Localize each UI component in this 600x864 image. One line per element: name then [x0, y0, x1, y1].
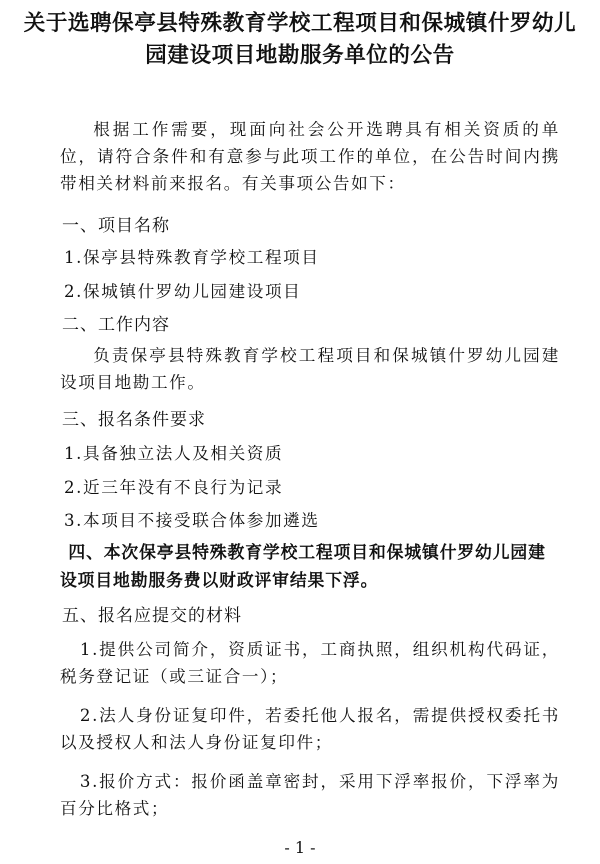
section5-heading: 五、报名应提交的材料	[62, 606, 242, 626]
intro-paragraph: 根据工作需要，现面向社会公开选聘具有相关资质的单位，请符合条件和有意参与此项工作的单位，在公告时间内携带相关材料前来报名。有关事项公告如下：	[60, 120, 560, 193]
section5-item-3: 3.报价方式：报价函盖章密封，采用下浮率报价，下浮率为百分比格式；	[60, 772, 560, 818]
page-number: - 1 -	[284, 838, 316, 857]
document-title: 关于选聘保亭县特殊教育学校工程项目和保城镇什罗幼儿园建设项目地勘服务单位的公告	[23, 11, 577, 68]
section4-paragraph: 四、本次保亭县特殊教育学校工程项目和保城镇什罗幼儿园建设项目地勘服务费以财政评审结果下浮。	[60, 542, 546, 590]
section2-body: 负责保亭县特殊教育学校工程项目和保城镇什罗幼儿园建设项目地勘工作。	[60, 346, 560, 392]
section3-item-1: 1.具备独立法人及相关资质	[64, 444, 284, 463]
section5-item-1: 1.提供公司简介，资质证书，工商执照，组织机构代码证，税务登记证（或三证合一）；	[60, 640, 560, 686]
section2-heading: 二、工作内容	[62, 315, 170, 335]
section1-heading: 一、项目名称	[62, 216, 170, 236]
section3-item-2: 2.近三年没有不良行为记录	[64, 478, 284, 497]
section5-item-2: 2.法人身份证复印件，若委托他人报名，需提供授权委托书以及授权人和法人身份证复印件；	[60, 706, 560, 752]
section1-item-2: 2.保城镇什罗幼儿园建设项目	[64, 282, 302, 301]
section3-heading: 三、报名条件要求	[62, 410, 206, 430]
section3-item-3: 3.本项目不接受联合体参加遴选	[64, 511, 320, 530]
section1-item-1: 1.保亭县特殊教育学校工程项目	[64, 248, 320, 267]
